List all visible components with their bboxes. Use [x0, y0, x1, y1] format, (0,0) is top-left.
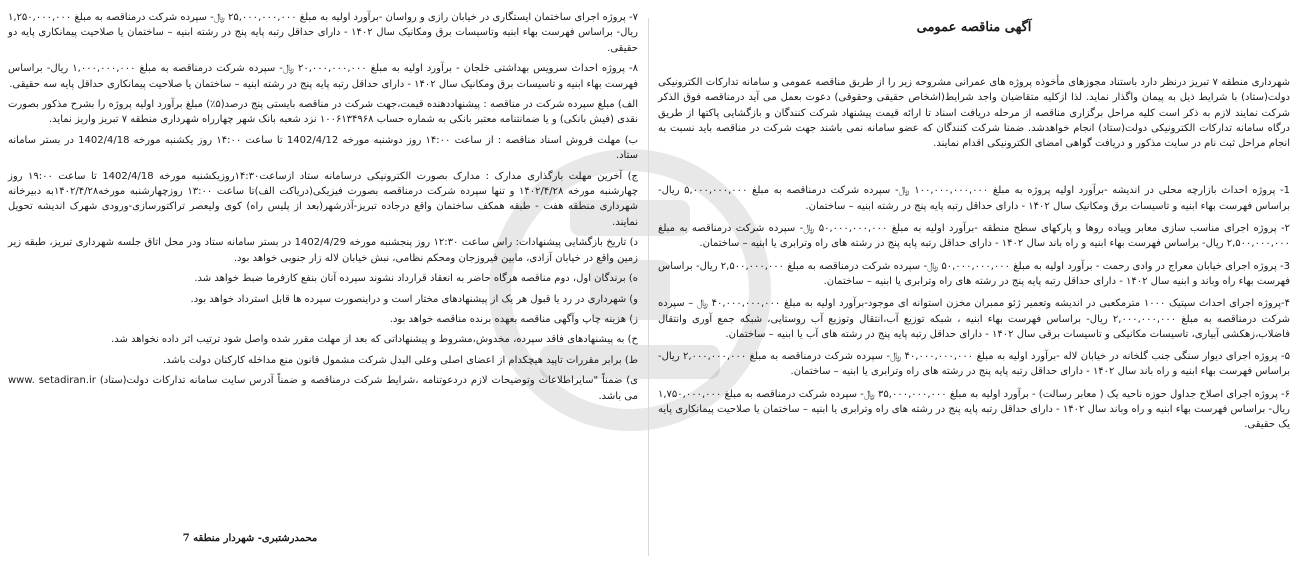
- condition-item: الف) مبلغ سپرده شرکت در مناقصه : پیشنهاددهنده قیمت،جهت شرکت در مناقصه بایستی پنج درصد(۵٪) مبلغ برآورد اولیه پروژه را بشرح مذکور بصورت نقدی (فیش بانکی) و یا ضمانتنامه معتبر بانکی به شماره حساب ۱۰۰۶۱۳۴۹۶۸ نزد شعبه بانک شهر چهارراه شهرداری منطقه ۷ تبریز واریز نماید.: [8, 99, 639, 126]
- signature: محمدرشتبری- شهردار منطقه 7: [182, 533, 318, 544]
- condition-item: د) تاریخ بازگشایی پیشنهادات: راس ساعت ۱۲:۳۰ روز پنجشنبه مورخه 1402/4/29 در بستر سامانه ستاد ودر محل اتاق جلسه شهرداری تبریز، طبقه زیر زمین واقع در خیابان آزادی، مابین فیروزجان ومحکم نظامی، نبش خیابان لاله زار جنوبی خواهد بود.: [8, 237, 638, 264]
- condition-item: ز) هزینه چاپ وآگهی مناقصه بعهده برنده مناقصه خواهد بود.: [389, 313, 638, 325]
- page-title: آگهی مناقصه عمومی: [916, 20, 1032, 35]
- right-column: [658, 0, 1290, 440]
- condition-item: ح) به پیشنهادهای فاقد سپرده، مخدوش،مشروط و پیشنهاداتی که بعد از مهلت مقرر شده واصل شود ترتیب اثر داده نخواهد شد.: [111, 334, 638, 346]
- condition-item: و) شهرداری در رد یا قبول هر یک از پیشنهادهای مختار است و دراینصورت سپرده ها قابل استرداد خواهد بود.: [190, 293, 638, 305]
- left-column: [8, 0, 638, 409]
- condition-item: ب) مهلت فروش اسناد مناقصه : از ساعت ۱۴:۰۰ روز دوشنبه مورخه 1402/4/12 تا ساعت ۱۴:۰۰ روز یکشنبه مورخه 1402/4/18 در بستر سامانه ستاد.: [8, 134, 639, 162]
- condition-item: ط) برابر مقررات تاپید هیچکدام از اعضای اصلی وعلی البدل شرکت مشمول قانون منع مداخله کارکنان دولت باشد.: [162, 354, 638, 366]
- project-item: ۵- پروژه اجرای دیوار سنگی جنب گلخانه در خیابان لاله -برآورد اولیه به مبلغ ۴۰,۰۰۰,۰۰۰,۰۰۰ ﷼- سپرده شرکت درمناقصه به مبلغ ۲,۰۰۰,۰۰۰,۰۰۰ ریال- براساس فهرست بهاء ابنیه و راه باند سال ۱۴۰۲ - دارای حداقل رتبه پایه پنج در رشته های راه وترابری یا ابنیه – ساختمان.: [658, 351, 1290, 378]
- project-item: 3- پروژه اجرای خیابان معراج در وادی رحمت - برآورد اولیه به مبلغ ۵۰,۰۰۰,۰۰۰,۰۰۰ ﷼- سپرده شرکت درمناقصه به مبلغ ۲,۵۰۰,۰۰۰,۰۰۰ ریال- براساس فهرست بهاء راه وباند و ابنیه سال ۱۴۰۲ - دارای حداقل رتبه پایه پنج در رشته های راه وترابری یا ابنیه – ساختمان.: [658, 260, 1290, 287]
- project-item: ۴-پروژه اجرای احداث سپتیک ۱۰۰۰ مترمکعبی در اندیشه وتعمیر ژئو ممبران مخزن استوانه ای موجود-برآورد اولیه به مبلغ ۴۰,۰۰۰,۰۰۰,۰۰۰ ﷼ – سپرده شرکت درمناقصه به مبلغ ۲,۰۰۰,۰۰۰,۰۰۰ ریال- براساس فهرست بهاء ابنیه ، شبکه توزیع آب،انتقال وتوزیع آب روستایی، شبکه جمع آوری وانتقال فاضلاب،زهکشی آبیاری، تاسیسات مکانیکی و تاسیسات برقی سال ۱۴۰۲ - دارای حداقل رتبه پایه پنج در رشته های آب یا ابنیه – ساختمان.: [658, 298, 1291, 340]
- condition-item: ج) آخرین مهلت بارگذاری مدارک : مدارک بصورت الکترونیکی درسامانه ستاد ازساعت۱۴:۳۰روزیکشنبه مورخه 1402/4/18 تا ساعت ۱۹:۰۰ روز چهارشنبه مورخه ۱۴۰۲/۴/۲۸ و تنها سپرده شرکت درمناقصه بصورت فیزیکی(دریاکت الف)تا ساعت ۱۳:۰۰ روزچهارشنبه مورخه۱۴۰۲/۴/۲۸به دبیرخانه شهرداری منطقه هفت - طبقه همکف ساختمان واقع درجاده تبریز-آذرشهر(بعد از پلیس راه) کوی ولیعصر تراکتورسازی-ورودی شهرک اندیشه تحویل نمایند.: [8, 170, 639, 228]
- column-divider: [648, 18, 649, 556]
- project-item: 1- پروژه احداث بازارچه محلی در اندیشه -برآورد اولیه پروژه به مبلغ ۱۰۰,۰۰۰,۰۰۰,۰۰۰ ﷼- سپرده شرکت درمناقصه به مبلغ ۵,۰۰۰,۰۰۰,۰۰۰ ریال- براساس فهرست بهاء ابنیه و تاسیسات برق ومکانیک سال ۱۴۰۲ - دارای حداقل رتبه پایه پنج در رشته ابنیه – ساختمان.: [658, 185, 1290, 212]
- condition-item: ه) برندگان اول، دوم مناقصه هرگاه حاضر به انعقاد قرارداد نشوند سپرده آنان بنفع کارفرما ضبط خواهد شد.: [194, 273, 638, 285]
- project-item: ۸- پروژه احداث سرویس بهداشتی خلجان - برآورد اولیه به مبلغ ۲۰,۰۰۰,۰۰۰,۰۰۰ ﷼- سپرده شرکت درمناقصه به مبلغ ۱,۰۰۰,۰۰۰,۰۰۰ ریال- براساس فهرست بهاء ابنیه و تاسیسات برق ومکانیک سال ۱۴۰۲ - دارای حداقل رتبه پایه پنج در رشته ابنیه – ساختمان یا صلاحیت پیمانکاری حداقل پایه سه حقیقی.: [8, 63, 639, 90]
- project-item: ۷- پروژه اجرای ساختمان ایستگاری در خیابان رازی و رواسان -برآورد اولیه به مبلغ ۲۵,۰۰۰,۰۰۰,۰۰۰ ﷼- سپرده شرکت درمناقصه به مبلغ ۱,۲۵۰,۰۰۰,۰۰۰ ریال- براساس فهرست بهاء ابنیه وتاسیسات برق ومکانیک سال ۱۴۰۲ - دارای حداقل رتبه پایه پنج در رشته ابنیه – ساختمان یا صلاحیت پیمانکاری پایه دو حقیقی.: [8, 12, 638, 54]
- condition-item: ی) ضمناً "سایراطلاعات وتوضیحات لازم دردعوتنامه ،شرایط شرکت درمناقصه و ضمناً آدرس سایت سامانه تدارکات دولت(ستاد) www. setadiran.ir می باشد.: [8, 375, 638, 402]
- intro-paragraph: شهرداری منطقه ۷ تبریز درنظر دارد باستناد مجوزهای مأخوذه پروژه های عمرانی مشروحه زیر را از طریق مناقصه عمومی و سامانه تدارکات الکترونیکی دولت(ستاد) با شرایط ذیل به پیمان واگذار نماید. لذا ازکلیه متقاضیان واجد شرایط(اشخاص حقیقی وحقوقی) دعوت بعمل می آید درمناقصه فوق الذکر شرکت نمایند لازم به ذکر است کلیه مراحل برگزاری مناقصه از مرحله دریافت اسناد تا ارائه قیمت پیشنهاد شرکت کنندگان و بازگشایی پاکتها از طریق درگاه سامانه تدارکات الکترونیکی دولت(ستاد) انجام خواهدشد. ضمنا شرکت کنندگان که عضو سامانه نمی باشند جهت شرکت در مناقصه باید نسبت به انجام مراحل ثبت نام در سایت مذکور و دریافت گواهی امضای الکترونیکی اقدام نمایند.: [658, 77, 1290, 150]
- project-item: ۶- پروژه اجرای اصلاح جداول حوزه ناحیه یک ( معابر رسالت) - برآورد اولیه به مبلغ ۳۵,۰۰۰,۰۰۰,۰۰۰ ﷼- سپرده شرکت درمناقصه به مبلغ ۱,۷۵۰,۰۰۰,۰۰۰ ریال- براساس فهرست بهاء ابنیه و راه وباند سال ۱۴۰۲ - دارای حداقل رتبه پایه پنج در رشته های راه وترابری یا ابنیه – ساختمان یا صلاحیت پیمانکاری پایه یک حقیقی.: [658, 388, 1290, 431]
- project-item: ۲- پروژه اجرای مناسب سازی معابر وپیاده روها و پارکهای سطح منطقه -برآورد اولیه به مبلغ ۵۰,۰۰۰,۰۰۰,۰۰۰ ﷼- سپرده شرکت درمناقصه به مبلغ ۲,۵۰۰,۰۰۰,۰۰۰ ریال- براساس فهرست بهاء ابنیه و راه باند سال ۱۴۰۲ - دارای حداقل رتبه پایه پنج در رشته های راه وترابری یا ابنیه – ساختمان.: [658, 223, 1290, 250]
